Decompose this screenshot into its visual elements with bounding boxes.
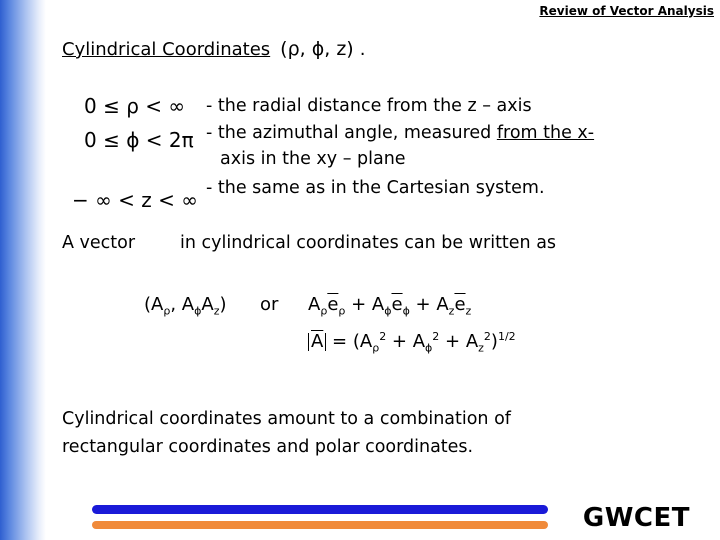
vector-line	[62, 233, 557, 253]
range-rho: 0 ≤ ρ < ∞	[84, 94, 186, 118]
formula-or: or	[260, 294, 279, 315]
section-header: Review of Vector Analysis	[539, 4, 714, 18]
title-dot: .	[359, 39, 366, 60]
formula-components: ($A_\rho$, $A_\phi A_z$)	[144, 294, 227, 318]
gwcet-logo: GWCET	[582, 503, 690, 533]
side-gradient-stripe	[0, 0, 46, 540]
footer-bar-blue	[92, 505, 548, 514]
range-phi: 0 ≤ ϕ < 2π	[84, 128, 194, 152]
vector-label: A vector	[62, 233, 136, 253]
desc-rho: - the radial distance from the z – axis	[206, 96, 532, 116]
vector-text: in cylindrical coordinates can be written as	[180, 233, 557, 253]
formula-magnitude: $\overline{A} = (A_\rho^2 + A_\phi^2 + A_z^2)^{1/2}$	[308, 330, 516, 355]
summary-text: Cylindrical coordinates amount to a combination of rectangular coordinates and polar coordinates.	[62, 409, 511, 457]
desc-z: - the same as in the Cartesian system.	[206, 178, 545, 198]
title-text: Cylindrical Coordinates	[62, 39, 271, 60]
range-z: − ∞ < z < ∞	[72, 188, 198, 212]
title-symbol: (ρ, ϕ, z)	[280, 38, 354, 60]
slide-title	[62, 38, 365, 60]
formula-expansion: $A_\rho\overline{e}_\rho + A_\phi\overline{e}_\phi + A_z\overline{e}_z$	[308, 294, 472, 318]
desc-phi: - the azimuthal angle, measured from the x- axis in the xy – plane	[206, 123, 595, 169]
footer-bar-orange	[92, 521, 548, 529]
